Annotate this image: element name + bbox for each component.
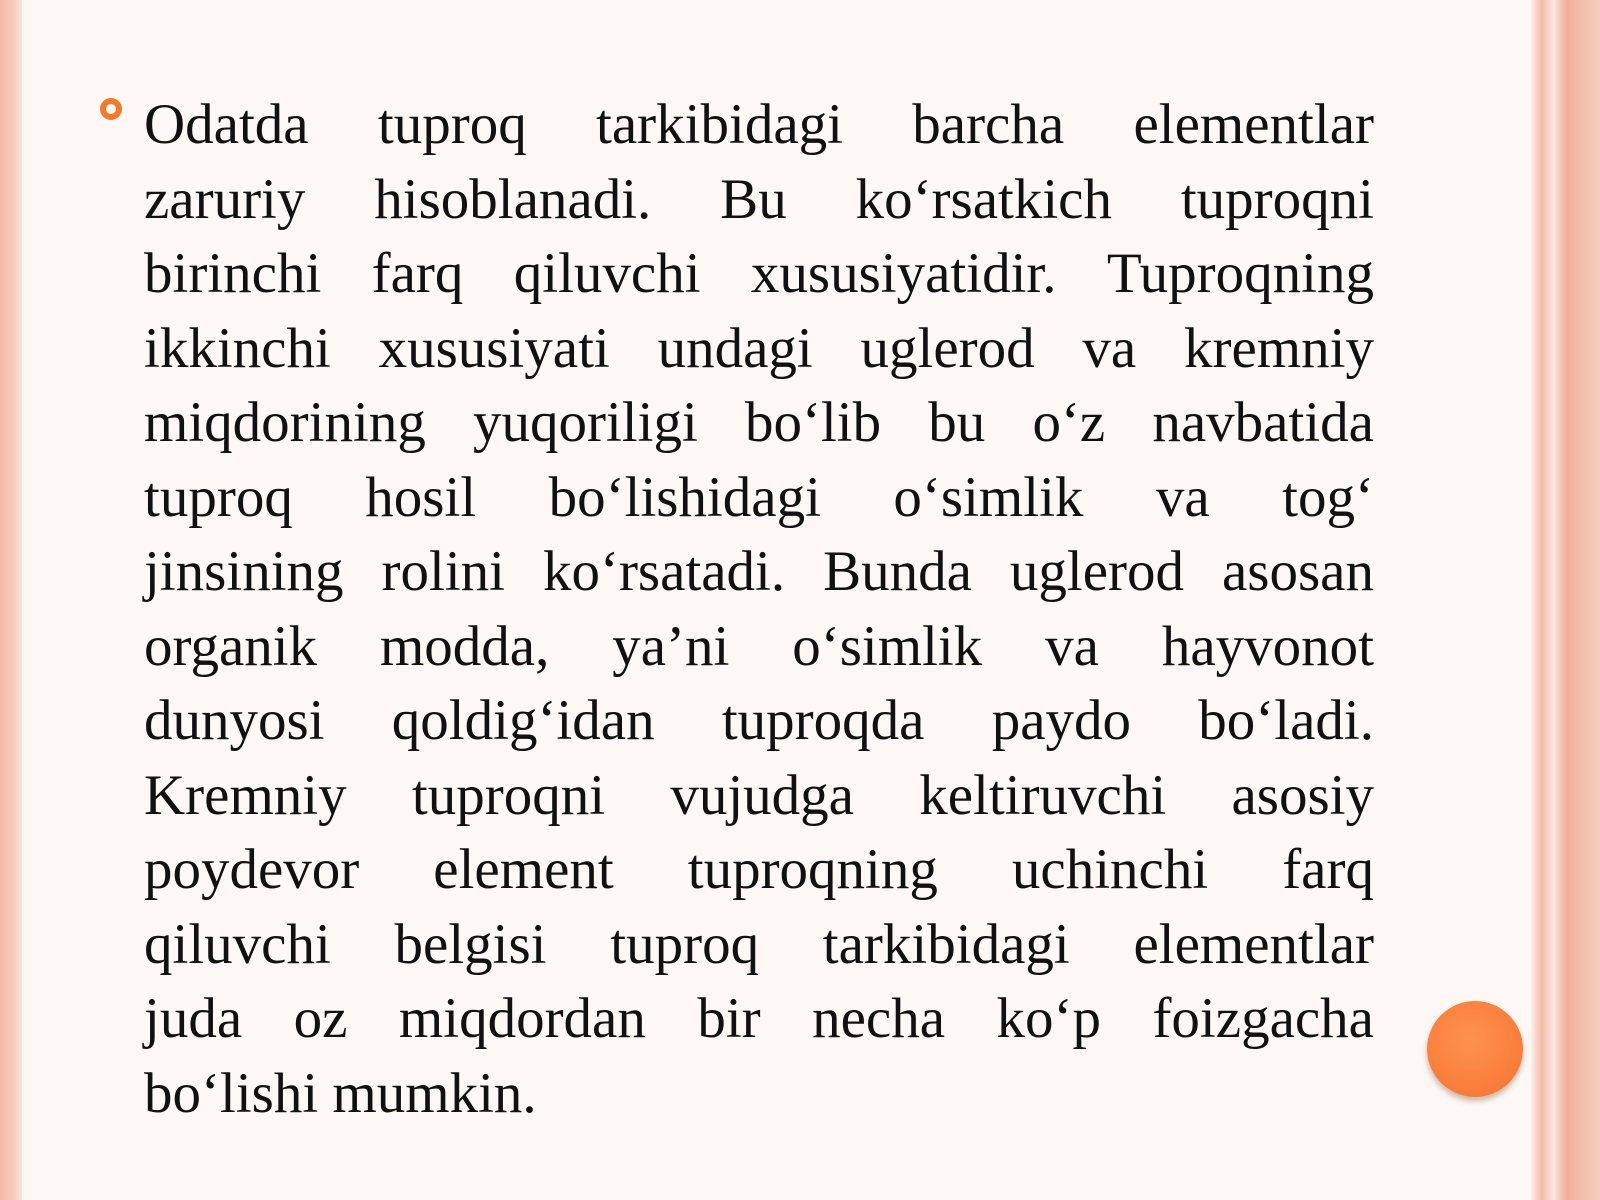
paragraph-line-3: birinchi farq qiluvchi xususiyatidir. Tuproqning <box>144 242 1374 305</box>
paragraph-line-12: qiluvchi belgisi tuproq tarkibidagi elementlar <box>144 912 1374 976</box>
paragraph-line-10: Kremniy tuproqni vujudga keltiruvchi asosiy <box>144 763 1374 827</box>
paragraph-line-2: zaruriy hisoblanadi. Bu ko‘rsatkich tuproqni <box>144 167 1374 231</box>
paragraph-line-14: bo‘lishi mumkin. <box>144 1061 537 1125</box>
paragraph-line-8: organik modda, ya’ni o‘simlik va hayvonot <box>144 614 1374 678</box>
paragraph-line-13: juda oz miqdordan bir necha ko‘p foizgacha <box>144 987 1374 1050</box>
slide-content <box>100 88 1374 1131</box>
left-border-bar <box>0 0 22 1200</box>
paragraph-line-7: jinsining rolini ko‘rsatadi. Bunda uglerod asosan <box>144 540 1374 603</box>
paragraph-line-1: Odatda tuproq tarkibidagi barcha elementlar <box>144 93 1374 156</box>
paragraph-line-5: miqdorining yuqoriligi bo‘lib bu o‘z navbatida <box>144 391 1374 454</box>
bullet-item <box>100 88 1374 1131</box>
bullet-paragraph <box>144 88 1374 1131</box>
orange-circle-icon <box>1427 1001 1523 1097</box>
paragraph-line-6: tuproq hosil bo‘lishidagi o‘simlik va tog‘ <box>144 465 1374 529</box>
right-border-bars <box>1530 0 1600 1200</box>
paragraph-line-9: dunyosi qoldig‘idan tuproqda paydo bo‘ladi. <box>144 689 1374 752</box>
paragraph-line-11: poydevor element tuproqning uchinchi farq <box>144 838 1374 901</box>
hollow-circle-bullet-icon <box>100 98 122 120</box>
paragraph-line-4: ikkinchi xususiyati undagi uglerod va kremniy <box>144 316 1374 380</box>
